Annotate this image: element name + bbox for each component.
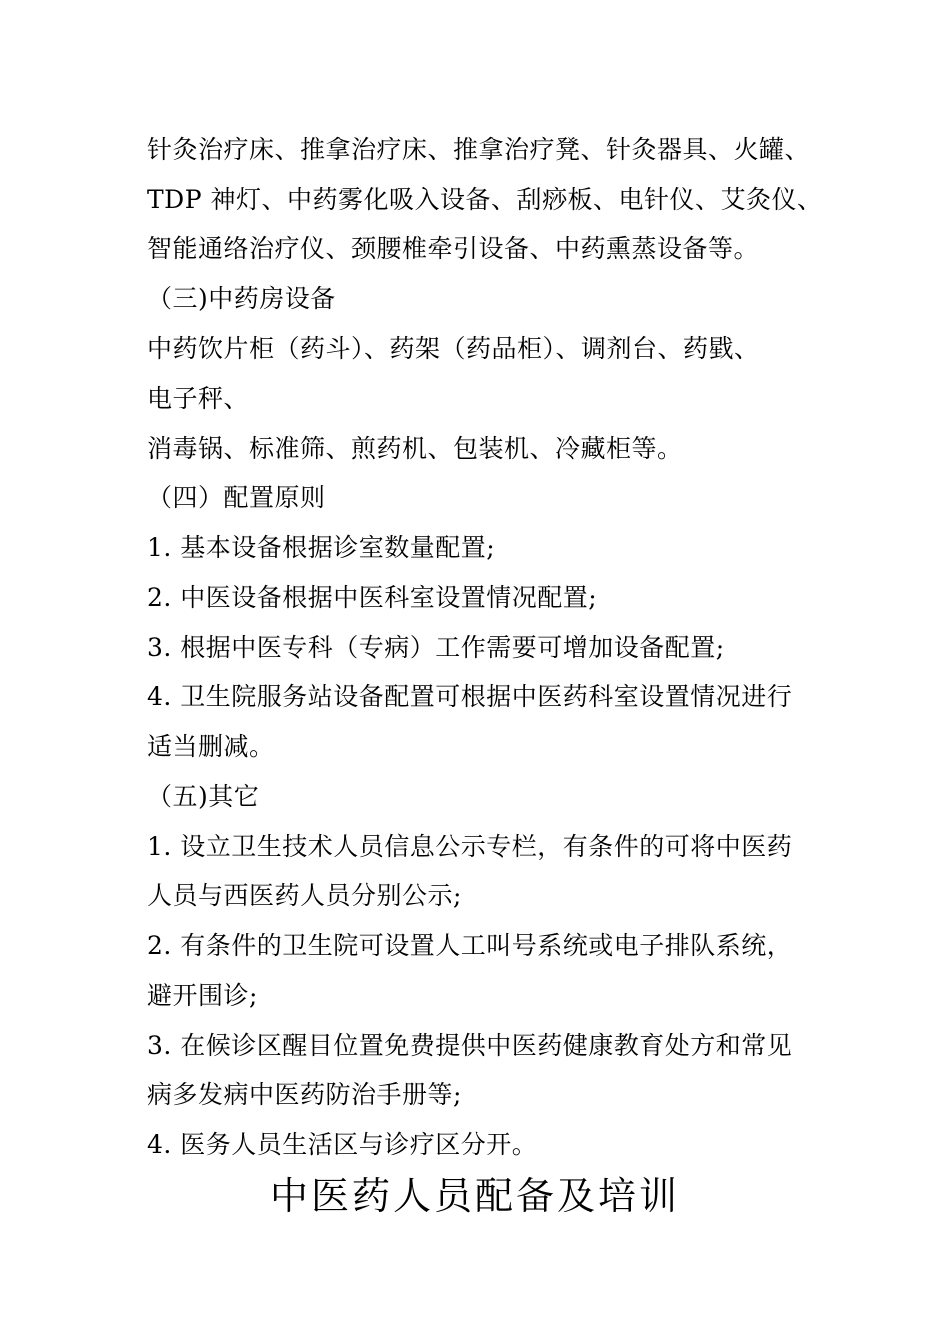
section-heading: （四）配置原则 [147, 483, 326, 512]
text-line: 针灸治疗床、推拿治疗床、推拿治疗凳、针灸器具、火罐、 [147, 135, 811, 164]
text-line: 电子秤、 [147, 384, 250, 413]
list-item: 3. 根据中医专科（专病）工作需要可增加设备配置; [147, 633, 725, 662]
list-item: 1. 设立卫生技术人员信息公示专栏，有条件的可将中医药 [147, 832, 793, 861]
text-line: 人员与西医药人员分别公示; [147, 881, 462, 910]
list-item: 2. 中医设备根据中医科室设置情况配置; [147, 583, 598, 612]
text-line: 适当删减。 [147, 732, 275, 761]
section-heading: （五)其它 [147, 782, 260, 811]
list-item: 1. 基本设备根据诊室数量配置; [147, 533, 496, 562]
text-line: 中药饮片柜（药斗）、药架（药品柜）、调剂台、药戥、 [147, 334, 760, 363]
text-line: TDP 神灯、中药雾化吸入设备、刮痧板、电针仪、艾灸仪、 [147, 185, 823, 214]
list-item: 4. 卫生院服务站设备配置可根据中医药科室设置情况进行 [147, 682, 793, 711]
list-item: 2. 有条件的卫生院可设置人工叫号系统或电子排队系统， [147, 931, 793, 960]
text-line: 避开围诊; [147, 981, 258, 1010]
section-heading: （三)中药房设备 [147, 284, 336, 313]
text-line: 病多发病中医药防治手册等; [147, 1080, 462, 1109]
text-line: 智能通络治疗仪、颈腰椎牵引设备、中药熏蒸设备等。 [147, 234, 760, 263]
text-line: 消毒锅、标准筛、煎药机、包装机、冷藏柜等。 [147, 434, 683, 463]
list-item: 3. 在候诊区醒目位置免费提供中医药健康教育处方和常见 [147, 1031, 793, 1060]
section-title: 中医药人员配备及培训 [269, 1174, 680, 1218]
list-item: 4. 医务人员生活区与诊疗区分开。 [147, 1130, 538, 1159]
